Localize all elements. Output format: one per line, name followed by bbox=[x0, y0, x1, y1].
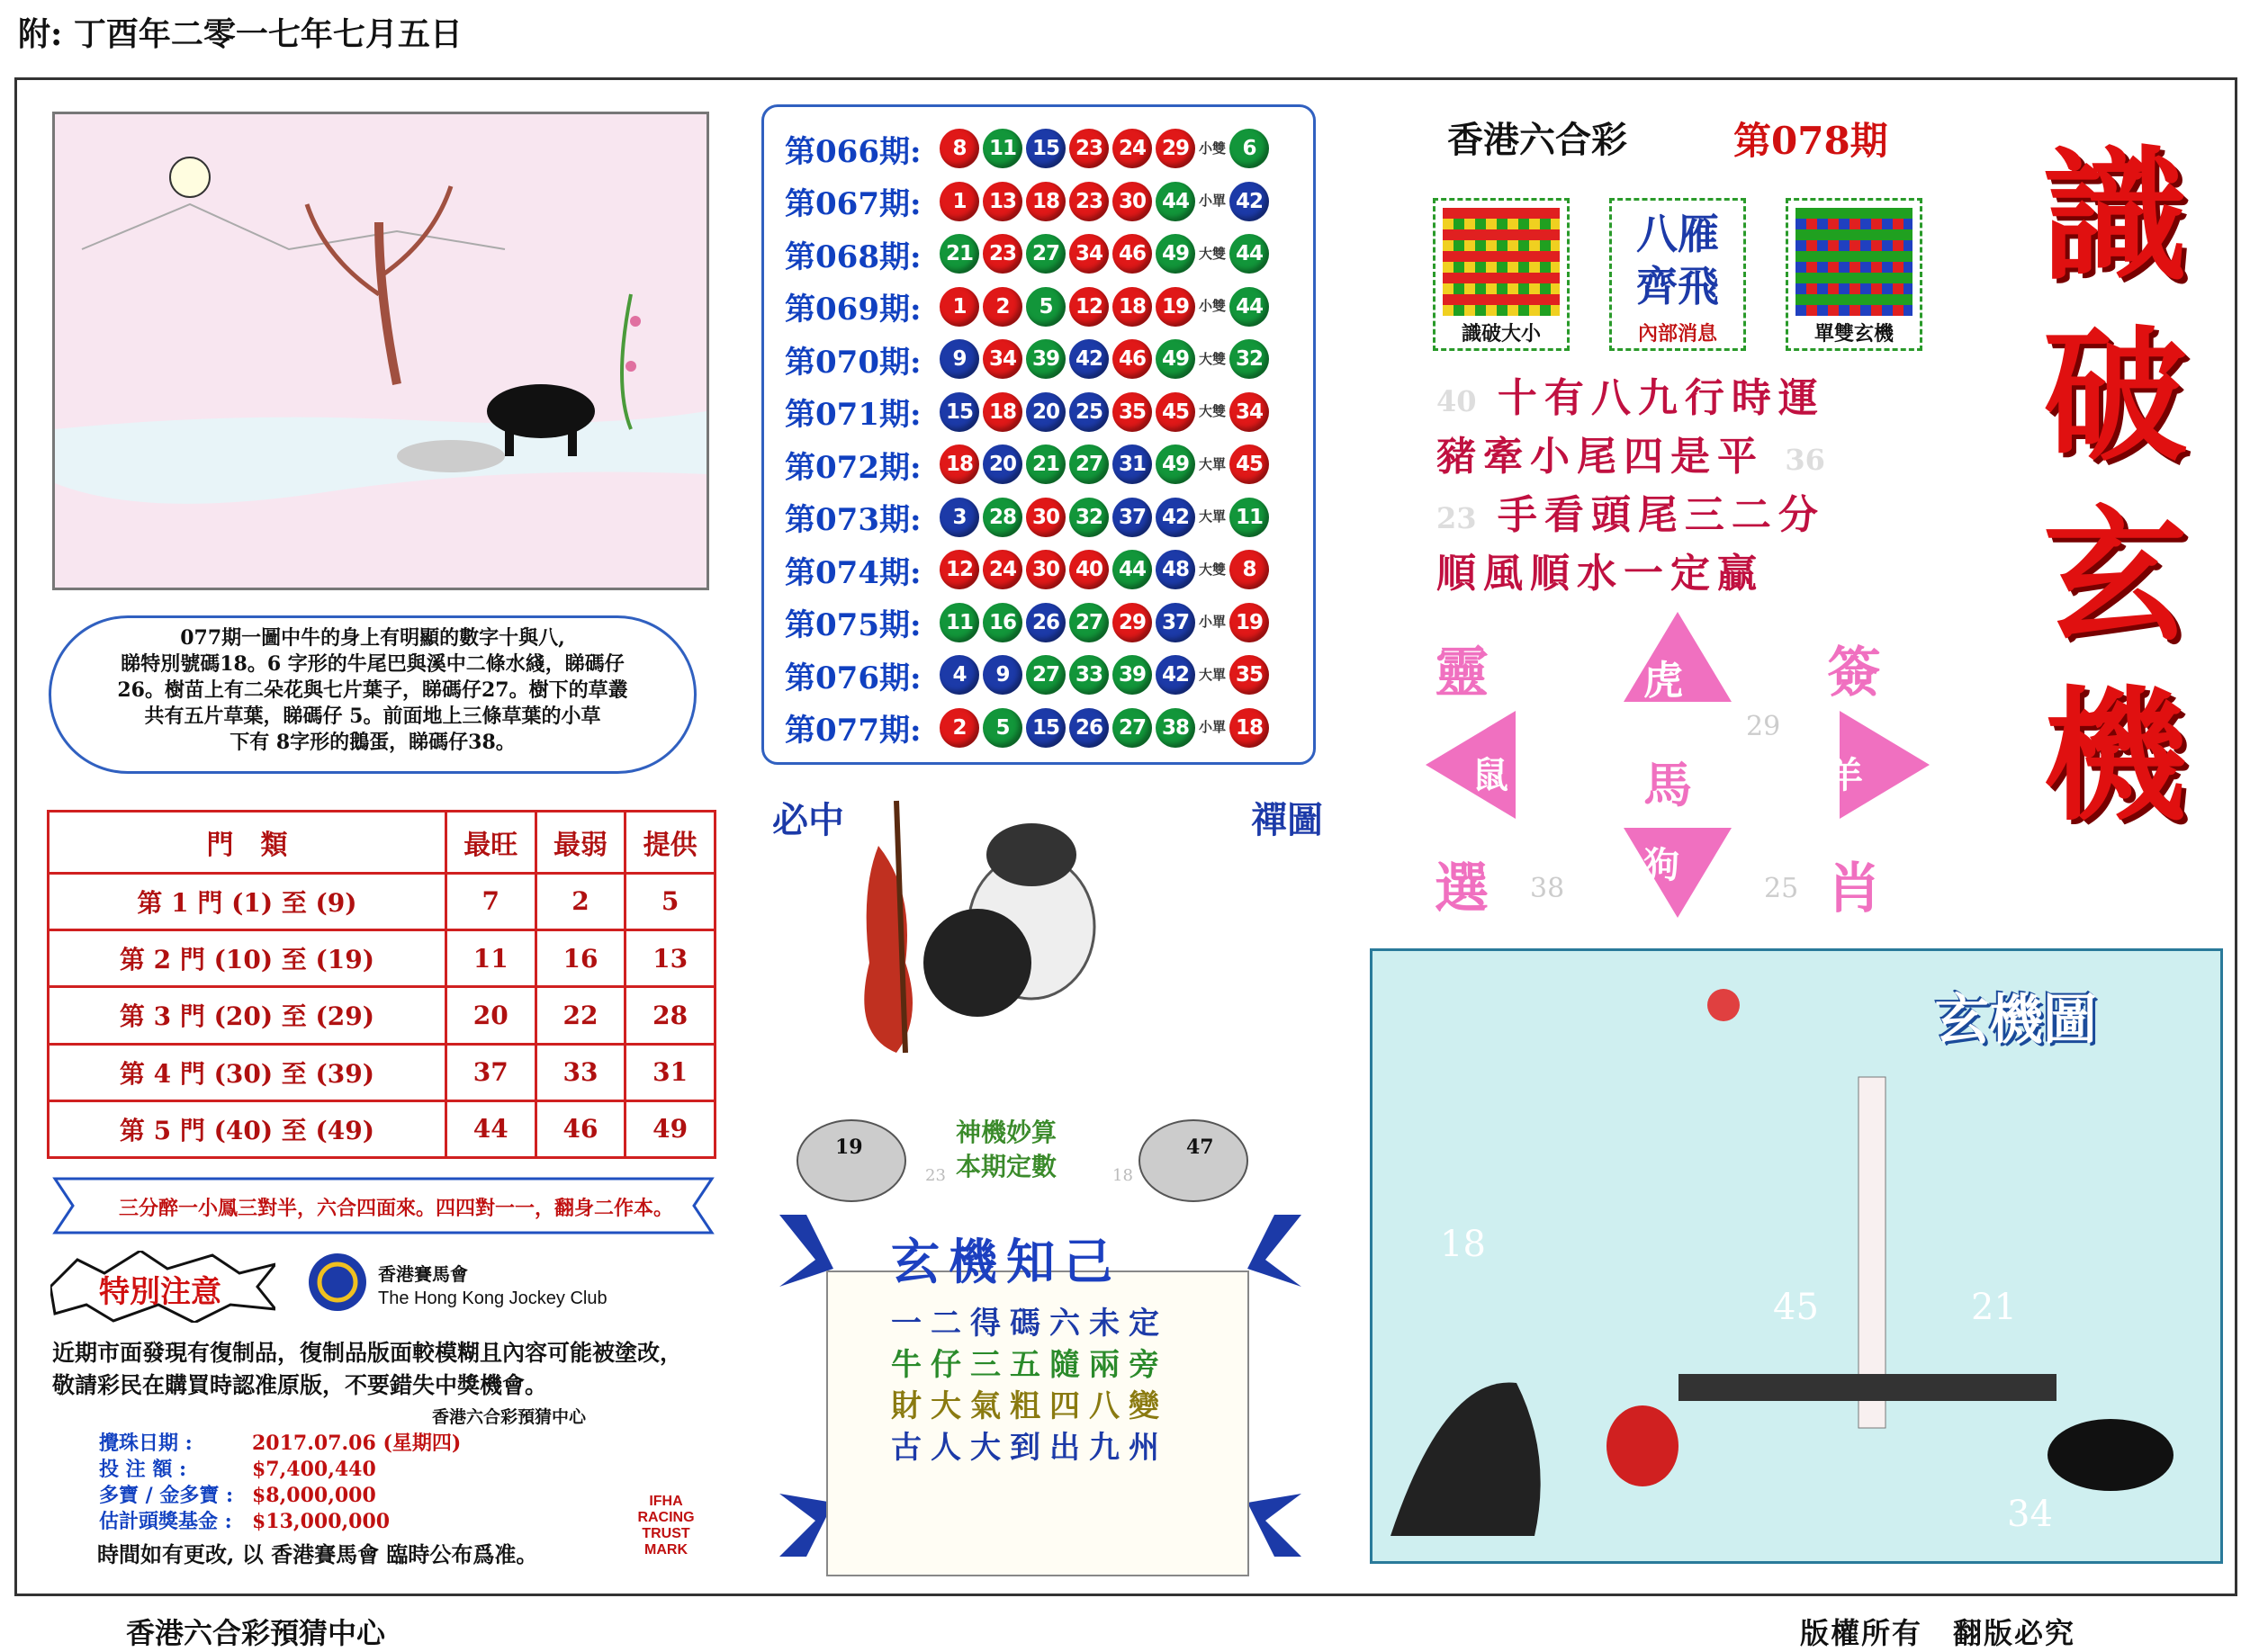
draw-row bbox=[785, 284, 1273, 329]
gate-cell: 31 bbox=[626, 1044, 716, 1100]
bull-illustration bbox=[52, 112, 709, 590]
poem-line: 牛仔三五隨兩旁 bbox=[891, 1347, 1168, 1383]
lottery-ball: 27 bbox=[1112, 708, 1152, 748]
lottery-ball: 23 bbox=[1069, 129, 1109, 168]
draw-row bbox=[785, 126, 1273, 171]
egg-number-left: 19 bbox=[835, 1136, 863, 1159]
draw-tag: 大雙 bbox=[1199, 350, 1227, 367]
hkjc-name-cn: 香港賽馬會 bbox=[378, 1265, 468, 1285]
notice-body: 近期市面發現有復制品，復制品版面較模糊且內容可能被塗改，敬請彩民在購買時認准原版，不要錯失中獎機會。 bbox=[52, 1340, 683, 1398]
draw-row bbox=[785, 705, 1273, 750]
tile-inside-news bbox=[1609, 198, 1746, 351]
lottery-ball: 2 bbox=[983, 287, 1022, 327]
lottery-ball: 3 bbox=[940, 498, 979, 537]
info-value: $7,400,440 bbox=[252, 1458, 376, 1481]
verse-line: 豬牽小尾四是平 36 bbox=[1436, 434, 1825, 480]
draw-row bbox=[785, 495, 1273, 540]
lottery-ball: 46 bbox=[1112, 234, 1152, 274]
draw-label: 第073期: bbox=[785, 502, 922, 538]
shen-ji-text bbox=[956, 1116, 1057, 1184]
gate-header: 門 類 bbox=[49, 812, 446, 874]
special-ball: 19 bbox=[1229, 603, 1269, 642]
lottery-ball: 28 bbox=[983, 498, 1022, 537]
info-key: 投 注 額 : bbox=[99, 1458, 187, 1481]
bull-scene-drawing bbox=[55, 114, 706, 588]
gate-row bbox=[49, 1100, 716, 1157]
lottery-ball: 5 bbox=[1026, 287, 1066, 327]
gate-row bbox=[49, 930, 716, 987]
lottery-ball: 42 bbox=[1156, 498, 1195, 537]
lottery-ball: 49 bbox=[1156, 444, 1195, 484]
compass-number: 29 bbox=[1746, 711, 1781, 742]
title-char: 識 bbox=[2042, 131, 2187, 301]
hkjc-emblem-icon bbox=[306, 1251, 369, 1314]
special-ball: 32 bbox=[1229, 339, 1269, 379]
lottery-ball: 30 bbox=[1026, 498, 1066, 537]
lottery-ball: 44 bbox=[1156, 182, 1195, 221]
title-char: 機 bbox=[2042, 671, 2187, 840]
draw-tag: 小單 bbox=[1199, 719, 1227, 735]
lottery-ball: 39 bbox=[1112, 655, 1152, 695]
lottery-ball: 42 bbox=[1156, 655, 1195, 695]
draw-row bbox=[785, 179, 1273, 224]
compass-number: 25 bbox=[1764, 873, 1799, 904]
tile-size-hint bbox=[1433, 198, 1570, 351]
draw-label: 第077期: bbox=[785, 713, 922, 749]
xuanji-scene-title: 玄機圖 bbox=[1935, 989, 2097, 1052]
info-value: 2017.07.06 (星期四) bbox=[252, 1432, 462, 1455]
draw-tag: 大雙 bbox=[1199, 403, 1227, 419]
lottery-ball: 9 bbox=[983, 655, 1022, 695]
gate-row bbox=[49, 1044, 716, 1100]
lottery-ball: 16 bbox=[983, 603, 1022, 642]
gate-cell: 第 4 門 (30) 至 (39) bbox=[49, 1044, 446, 1100]
draw-row bbox=[785, 652, 1273, 697]
prediction-verse bbox=[1436, 371, 1825, 602]
draw-tag: 大雙 bbox=[1199, 245, 1227, 262]
special-ball: 45 bbox=[1229, 444, 1269, 484]
tile-label: 識破大小 bbox=[1461, 322, 1541, 346]
scene-number: 45 bbox=[1773, 1287, 1819, 1328]
lottery-ball: 5 bbox=[983, 708, 1022, 748]
draw-info bbox=[99, 1431, 461, 1535]
clue-caption bbox=[49, 615, 697, 774]
gate-table bbox=[47, 810, 716, 1159]
gate-header: 提供 bbox=[626, 812, 716, 874]
draw-tag: 大單 bbox=[1199, 666, 1227, 683]
lottery-ball: 9 bbox=[940, 339, 979, 379]
gate-cell: 第 2 門 (10) 至 (19) bbox=[49, 930, 446, 987]
info-row bbox=[99, 1483, 461, 1509]
draw-label: 第074期: bbox=[785, 554, 922, 591]
info-row bbox=[99, 1431, 461, 1457]
lottery-ball: 23 bbox=[1069, 182, 1109, 221]
lottery-ball: 1 bbox=[940, 287, 979, 327]
lottery-ball: 19 bbox=[1156, 287, 1195, 327]
verse-line: 順風順水一定贏 bbox=[1436, 551, 1764, 597]
special-ball: 35 bbox=[1229, 655, 1269, 695]
lottery-ball: 25 bbox=[1069, 392, 1109, 432]
lottery-ball: 46 bbox=[1112, 339, 1152, 379]
compass-corner: 肖 bbox=[1827, 857, 1881, 920]
draw-tag: 小雙 bbox=[1199, 298, 1227, 314]
info-note: 時間如有更改, 以 香港賽馬會 臨時公布爲准。 bbox=[97, 1541, 538, 1567]
lottery-ball: 24 bbox=[983, 550, 1022, 589]
lottery-ball: 49 bbox=[1156, 339, 1195, 379]
gate-row bbox=[49, 987, 716, 1044]
gate-cell: 20 bbox=[446, 987, 536, 1044]
special-ball: 6 bbox=[1229, 129, 1269, 168]
gate-cell: 28 bbox=[626, 987, 716, 1044]
notice-source: 香港六合彩預猜中心 bbox=[432, 1407, 587, 1427]
compass-corner: 簽 bbox=[1827, 642, 1881, 705]
lottery-ball: 26 bbox=[1026, 603, 1066, 642]
lottery-ball: 35 bbox=[1112, 392, 1152, 432]
tile-label: 單雙玄機 bbox=[1814, 322, 1894, 346]
hkjc-logo bbox=[306, 1251, 369, 1317]
clue-line: 26。樹苗上有二朵花與七片葉子，睇碼仔27。樹下的草叢 bbox=[117, 678, 628, 702]
gate-cell: 11 bbox=[446, 930, 536, 987]
lottery-ball: 30 bbox=[1026, 550, 1066, 589]
compass-top: 虎 bbox=[1643, 658, 1683, 704]
special-ball: 11 bbox=[1229, 498, 1269, 537]
footer-right: 版權所有 翻版必究 bbox=[1800, 1616, 2076, 1650]
draw-label: 第069期: bbox=[785, 292, 922, 328]
draw-label: 第072期: bbox=[785, 449, 922, 486]
draw-row bbox=[785, 231, 1273, 276]
draw-row bbox=[785, 390, 1273, 435]
shipo-xuanji-title bbox=[2007, 126, 2223, 846]
lottery-ball: 37 bbox=[1156, 603, 1195, 642]
lottery-ball: 15 bbox=[940, 392, 979, 432]
draw-label: 第071期: bbox=[785, 397, 922, 433]
hkjc-name-en: The Hong Kong Jockey Club bbox=[378, 1288, 608, 1308]
gate-header: 最旺 bbox=[446, 812, 536, 874]
gate-cell: 22 bbox=[536, 987, 626, 1044]
footer-left: 香港六合彩預猜中心 bbox=[126, 1616, 386, 1650]
shen-ji-line: 神機妙算 bbox=[956, 1118, 1058, 1147]
lottery-ball: 18 bbox=[1026, 182, 1066, 221]
info-value: $8,000,000 bbox=[252, 1484, 376, 1507]
gate-cell: 第 5 門 (40) 至 (49) bbox=[49, 1100, 446, 1157]
draw-label: 第076期: bbox=[785, 660, 922, 696]
draw-label: 第067期: bbox=[785, 186, 922, 222]
lottery-ball: 2 bbox=[940, 708, 979, 748]
compass-number: 38 bbox=[1530, 873, 1565, 904]
gate-cell: 第 1 門 (1) 至 (9) bbox=[49, 873, 446, 929]
compass-bottom: 狗 bbox=[1643, 844, 1679, 886]
egg-number-right: 47 bbox=[1186, 1136, 1214, 1159]
lottery-ball: 4 bbox=[940, 655, 979, 695]
gate-row bbox=[49, 873, 716, 929]
info-row bbox=[99, 1509, 461, 1535]
tile-odd-even-hint bbox=[1786, 198, 1922, 351]
draw-label: 第066期: bbox=[785, 133, 922, 170]
special-ball: 18 bbox=[1229, 708, 1269, 748]
gate-cell: 33 bbox=[536, 1044, 626, 1100]
scene-number: 21 bbox=[1971, 1287, 2017, 1328]
clue-line: 睇特別號碼18。6 字形的牛尾巴與溪中二條水綫，睇碼仔 bbox=[121, 652, 625, 676]
title-char: 破 bbox=[2042, 311, 2187, 480]
scene-number: 18 bbox=[1440, 1224, 1486, 1265]
lottery-ball: 15 bbox=[1026, 129, 1066, 168]
scene-number: 34 bbox=[2007, 1494, 2053, 1535]
date-line: 附: 丁酉年二零一七年七月五日 bbox=[18, 15, 463, 53]
poem-line: 一二得碼六未定 bbox=[891, 1306, 1168, 1342]
gate-cell: 7 bbox=[446, 873, 536, 929]
draw-label: 第068期: bbox=[785, 238, 922, 275]
lottery-ball: 18 bbox=[940, 444, 979, 484]
lottery-ball: 20 bbox=[983, 444, 1022, 484]
gate-cell: 第 3 門 (20) 至 (29) bbox=[49, 987, 446, 1044]
info-row bbox=[99, 1457, 461, 1483]
special-ball: 44 bbox=[1229, 234, 1269, 274]
ifha-trust-mark: IFHA RACING TRUST MARK bbox=[637, 1494, 695, 1558]
lottery-ball: 11 bbox=[983, 129, 1022, 168]
lottery-ball: 12 bbox=[940, 550, 979, 589]
info-key: 估計頭獎基金 : bbox=[99, 1510, 232, 1533]
verse-line: 40 十有八九行時運 bbox=[1436, 375, 1825, 421]
scroll-poem bbox=[891, 1303, 1168, 1468]
special-ball: 34 bbox=[1229, 392, 1269, 432]
draw-tag: 小單 bbox=[1199, 193, 1227, 209]
info-key: 攪珠日期 : bbox=[99, 1432, 193, 1455]
draw-tag: 大雙 bbox=[1199, 561, 1227, 578]
mosaic-icon bbox=[1796, 208, 1912, 316]
issue-number: 第078期 bbox=[1733, 119, 1888, 163]
lottery-ball: 32 bbox=[1069, 498, 1109, 537]
gate-cell: 5 bbox=[626, 873, 716, 929]
lottery-ball: 30 bbox=[1112, 182, 1152, 221]
compass-corner: 選 bbox=[1435, 857, 1489, 920]
lottery-ball: 37 bbox=[1112, 498, 1152, 537]
special-notice-title: 特別注意 bbox=[99, 1274, 221, 1310]
title-char: 玄 bbox=[2042, 491, 2187, 660]
draw-tag: 大單 bbox=[1199, 508, 1227, 525]
gate-cell: 46 bbox=[536, 1100, 626, 1157]
lottery-ball: 11 bbox=[940, 603, 979, 642]
lottery-ball: 31 bbox=[1112, 444, 1152, 484]
draw-row bbox=[785, 547, 1273, 592]
center-side-right: 禪圖 bbox=[1251, 799, 1323, 841]
lottery-ball: 13 bbox=[983, 182, 1022, 221]
banner-text: 三分醉一小鳳三對半，六合四面來。四四對一一，翻身二作本。 bbox=[118, 1197, 673, 1220]
gate-header: 最弱 bbox=[536, 812, 626, 874]
clue-line: 077期一圖中牛的身上有明顯的數字十與八, bbox=[180, 626, 565, 650]
lottery-ball: 34 bbox=[1069, 234, 1109, 274]
lottery-ball: 42 bbox=[1069, 339, 1109, 379]
lottery-ball: 26 bbox=[1069, 708, 1109, 748]
special-ball: 42 bbox=[1229, 182, 1269, 221]
lottery-ball: 39 bbox=[1026, 339, 1066, 379]
compass-right: 羊 bbox=[1827, 754, 1863, 796]
gate-cell: 44 bbox=[446, 1100, 536, 1157]
lottery-ball: 29 bbox=[1156, 129, 1195, 168]
compass-corner: 靈 bbox=[1435, 642, 1489, 705]
lottery-ball: 44 bbox=[1112, 550, 1152, 589]
lottery-ball: 48 bbox=[1156, 550, 1195, 589]
gate-cell: 16 bbox=[536, 930, 626, 987]
gate-cell: 37 bbox=[446, 1044, 536, 1100]
special-ball: 44 bbox=[1229, 287, 1269, 327]
lottery-ball: 27 bbox=[1026, 655, 1066, 695]
shen-ji-line: 本期定數 bbox=[956, 1152, 1058, 1181]
gate-cell: 2 bbox=[536, 873, 626, 929]
gate-cell: 13 bbox=[626, 930, 716, 987]
lottery-ball: 8 bbox=[940, 129, 979, 168]
gate-header-row bbox=[49, 812, 716, 874]
info-key: 多寶 / 金多寶 : bbox=[99, 1484, 234, 1507]
lottery-ball: 45 bbox=[1156, 392, 1195, 432]
draw-label: 第070期: bbox=[785, 344, 922, 381]
small-number-left: 23 bbox=[925, 1166, 946, 1185]
verse-line: 23 手看頭尾三二分 bbox=[1436, 492, 1825, 538]
lottery-ball: 38 bbox=[1156, 708, 1195, 748]
lottery-ball: 29 bbox=[1112, 603, 1152, 642]
draw-row bbox=[785, 337, 1273, 382]
draw-row bbox=[785, 442, 1273, 487]
lottery-ball: 33 bbox=[1069, 655, 1109, 695]
draw-tag: 小單 bbox=[1199, 614, 1227, 630]
tile-label: 內部消息 bbox=[1637, 322, 1717, 346]
lottery-ball: 34 bbox=[983, 339, 1022, 379]
info-value: $13,000,000 bbox=[252, 1510, 391, 1533]
compass-left: 鼠 bbox=[1472, 754, 1508, 796]
tile-inner-text: 八雁齊飛 bbox=[1636, 210, 1719, 310]
lottery-ball: 27 bbox=[1069, 603, 1109, 642]
compass-center: 馬 bbox=[1643, 756, 1692, 813]
lottery-ball: 24 bbox=[1112, 129, 1152, 168]
draw-tag: 小雙 bbox=[1199, 139, 1227, 157]
gate-cell: 49 bbox=[626, 1100, 716, 1157]
lottery-ball: 21 bbox=[940, 234, 979, 274]
lottery-ball: 40 bbox=[1069, 550, 1109, 589]
lottery-ball: 23 bbox=[983, 234, 1022, 274]
draw-row bbox=[785, 600, 1273, 645]
mosaic-icon bbox=[1443, 208, 1560, 316]
xuanji-zhiji-title: 玄機知己 bbox=[891, 1233, 1121, 1290]
lottery-ball: 27 bbox=[1026, 234, 1066, 274]
lottery-ball: 20 bbox=[1026, 392, 1066, 432]
lottery-ball: 12 bbox=[1069, 287, 1109, 327]
draw-label: 第075期: bbox=[785, 607, 922, 643]
lottery-ball: 27 bbox=[1069, 444, 1109, 484]
poem-line: 古人大到出九州 bbox=[891, 1430, 1168, 1466]
hk-mark-six-title: 香港六合彩 bbox=[1447, 119, 1627, 161]
clue-line: 共有五片草葉，睇碼仔 5。前面地上三條草葉的小草 bbox=[144, 705, 601, 728]
lottery-ball: 18 bbox=[983, 392, 1022, 432]
draw-tag: 大單 bbox=[1199, 455, 1227, 472]
center-side-left: 必中 bbox=[772, 799, 844, 841]
small-number-right: 18 bbox=[1112, 1166, 1133, 1185]
lottery-ball: 49 bbox=[1156, 234, 1195, 274]
special-ball: 8 bbox=[1229, 550, 1269, 589]
lottery-ball: 1 bbox=[940, 182, 979, 221]
lottery-ball: 21 bbox=[1026, 444, 1066, 484]
clue-line: 下有 8字形的鵝蛋，睇碼仔38。 bbox=[230, 731, 516, 754]
lottery-ball: 15 bbox=[1026, 708, 1066, 748]
poem-line: 財大氣粗四八變 bbox=[891, 1388, 1168, 1424]
lottery-ball: 18 bbox=[1112, 287, 1152, 327]
